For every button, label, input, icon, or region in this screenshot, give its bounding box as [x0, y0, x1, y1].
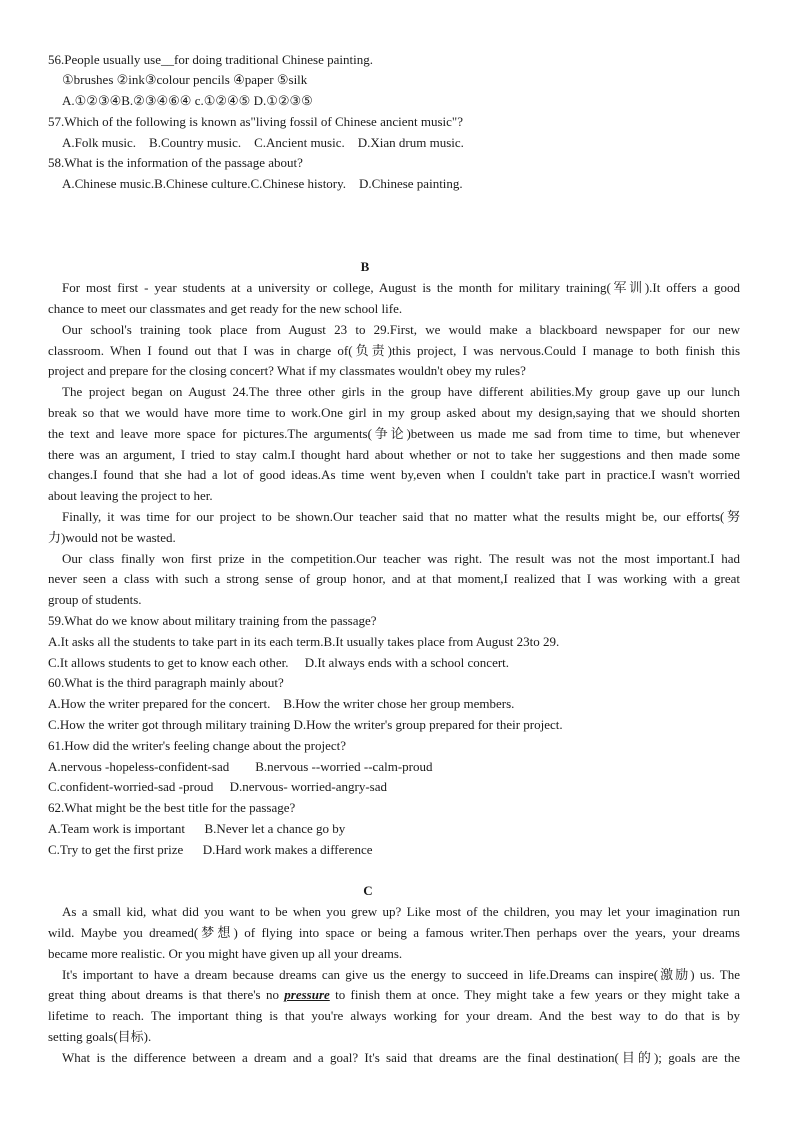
- passage-b-line: For most first - year students at a university or college, August is the month for military training(军训).It offers a good: [62, 280, 740, 295]
- question-62-choices-ab: A.Team work is important B.Never let a chance go by: [48, 821, 346, 836]
- passage-c-line: It's important to have a dream because dreams can give us the energy to succeed in life.Dreams can inspire(激励) us. The: [62, 967, 740, 982]
- passage-c-text: to finish them at once. They might take a few years or they might take a: [329, 987, 740, 1002]
- passage-b-line: chance to meet our classmates and get ready for the new school life.: [48, 301, 403, 316]
- passage-c-line: wild. Maybe you dreamed(梦想) of flying into space or being a famous writer.Then perhaps over the years, your dreams: [48, 925, 740, 940]
- question-61-choices-ab: A.nervous -hopeless-confident-sad B.nervous --worried --calm-proud: [48, 759, 433, 774]
- passage-c-line: What is the difference between a dream and a goal? It's said that dreams are the final destination(目的); goals are the: [62, 1050, 740, 1065]
- question-56-options-list: ①brushes ②ink③colour pencils ④paper ⑤silk: [62, 72, 308, 87]
- passage-b-line: project and prepare for the closing concert? What if my classmates wouldn't obey my rules?: [48, 363, 526, 378]
- passage-c-line: setting goals(目标).: [48, 1029, 152, 1044]
- question-58-choices: A.Chinese music.B.Chinese culture.C.Chinese history. D.Chinese painting.: [62, 176, 463, 191]
- passage-b-line: The project began on August 24.The three other girls in the group have different abilities.My group gave up our lunch: [62, 384, 740, 399]
- passage-b-line: group of students.: [48, 592, 142, 607]
- question-60-choices-cd: C.How the writer got through military training D.How the writer's group prepared for their project.: [48, 717, 563, 732]
- section-c-heading: C: [363, 883, 373, 898]
- passage-c-line: [48, 987, 740, 1003]
- section-b-heading: B: [360, 259, 370, 274]
- passage-b-line: never seen a class with such a strong sense of group honor, and at that moment,I realized that I was working with a great: [48, 571, 740, 586]
- passage-b-line: break so that we would have more time to work.One girl in my group asked about my design,saying that we should shorten: [48, 405, 740, 420]
- passage-b-line: Finally, it was time for our project to be shown.Our teacher said that no matter what the results might be, our efforts(努: [62, 509, 740, 524]
- question-59: 59.What do we know about military training from the passage?: [48, 613, 377, 628]
- question-61: 61.How did the writer's feeling change about the project?: [48, 738, 346, 753]
- question-60: 60.What is the third paragraph mainly about?: [48, 675, 284, 690]
- passage-b-line: Our class finally won first prize in the competition.Our teacher was right. The result was not the most important.I had: [62, 551, 740, 566]
- passage-b-line: changes.I found that she had a lot of good ideas.As time went by,even when I couldn't take part in practice.I wasn't worried: [48, 467, 740, 482]
- question-59-choices-ab: A.It asks all the students to take part in its each term.B.It usually takes place from August 23to 29.: [48, 634, 560, 649]
- passage-b-line: about leaving the project to her.: [48, 488, 213, 503]
- passage-b-line: Our school's training took place from August 23 to 29.First, we would make a blackboard newspaper for our new: [62, 322, 740, 337]
- question-62: 62.What might be the best title for the passage?: [48, 800, 296, 815]
- question-60-choices-ab: A.How the writer prepared for the concert. B.How the writer chose her group members.: [48, 696, 515, 711]
- passage-c-line: became more realistic. Or you might have given up all your dreams.: [48, 946, 403, 961]
- question-57: 57.Which of the following is known as"living fossil of Chinese ancient music"?: [48, 114, 463, 129]
- question-56-choices: A.①②③④B.②③④⑥④ c.①②④⑤ D.①②③⑤: [62, 93, 313, 108]
- question-62-choices-cd: C.Try to get the first prize D.Hard work makes a difference: [48, 842, 373, 857]
- question-56: 56.People usually use__for doing traditional Chinese painting.: [48, 52, 373, 67]
- passage-b-line: the text and leave more space for pictures.The arguments(争论)between us made me sad from time to time, but whenever: [48, 426, 740, 441]
- emphasized-word-pressure: pressure: [284, 987, 330, 1002]
- question-59-choices-cd: C.It allows students to get to know each other. D.It always ends with a school concert.: [48, 655, 510, 670]
- passage-c-text: great thing about dreams is that there's no: [48, 987, 285, 1002]
- passage-b-line: there was an argument, I tried to stay calm.I thought hard about whether or not to take her suggestions and then made some: [48, 447, 740, 462]
- passage-b-line: 力)would not be wasted.: [48, 530, 176, 545]
- passage-c-line: As a small kid, what did you want to be when you grew up? Like most of the children, you may let your imagination run: [62, 904, 740, 919]
- question-58: 58.What is the information of the passage about?: [48, 155, 303, 170]
- passage-b-line: classroom. When I found out that I was in charge of(负责)this project, I was nervous.Could I manage to both finish this: [48, 343, 740, 358]
- passage-c-line: lifetime to reach. The important thing is that you're always working for your dream. And the best way to do that is by: [48, 1008, 740, 1023]
- question-57-choices: A.Folk music. B.Country music. C.Ancient music. D.Xian drum music.: [62, 135, 464, 150]
- question-61-choices-cd: C.confident-worried-sad -proud D.nervous- worried-angry-sad: [48, 779, 387, 794]
